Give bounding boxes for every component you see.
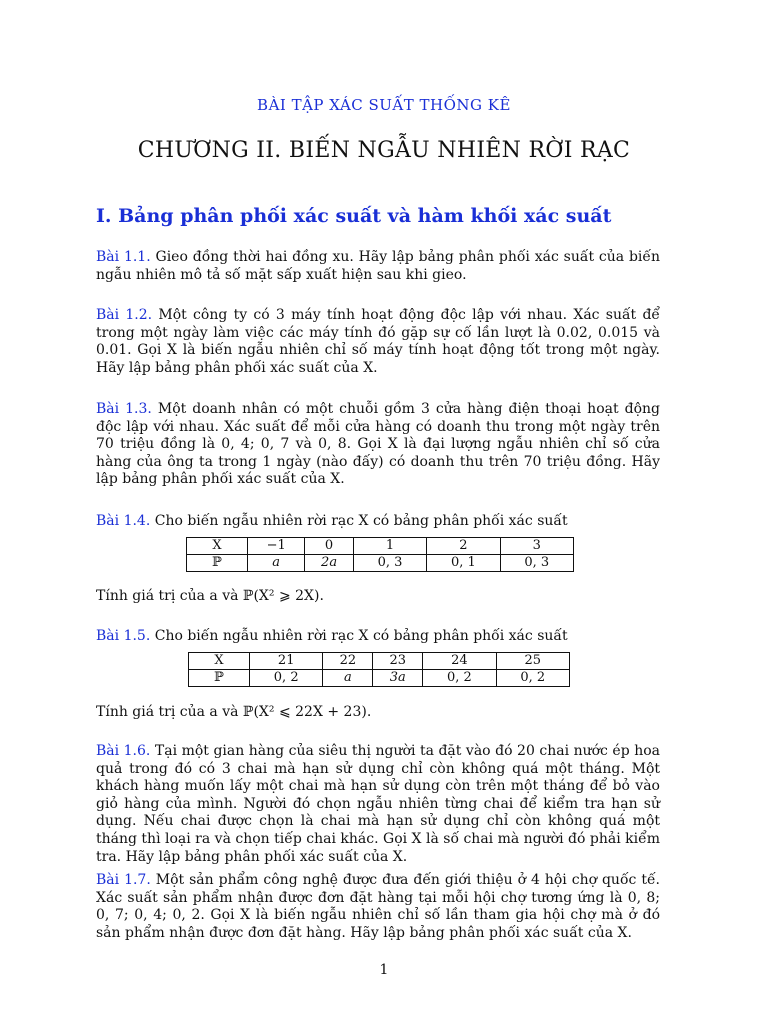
exercise-1-5-question: Tính giá trị của a và ℙ(X² ⩽ 22X + 23).	[96, 704, 372, 720]
table-row	[189, 670, 570, 687]
series-title: BÀI TẬP XÁC SUẤT THỐNG KÊ	[257, 96, 511, 114]
exercise-1-1	[96, 249, 660, 284]
exercise-text: Cho biến ngẫu nhiên rời rạc X có bảng phân phối xác suất	[154, 513, 568, 529]
exercise-text: Tại một gian hàng của siêu thị người ta đặt vào đó 20 chai nước ép hoa quả trong đó có 3 chai mà hạn sử dụng chỉ còn không quá một tháng. Một khách hàng muốn lấy một chai mà hạn sử dụng còn trên một tháng để bỏ vào giỏ hàng của mình. Người đó chọn ngẫu nhiên từng chai để kiểm tra hạn sử dụng. Nếu chai được chọn là chai mà hạn sử dụng chỉ còn không quá một tháng thì loại ra và chọn tiếp chai khác. Gọi X là số chai mà người đó phải kiểm tra. Hãy lập bảng phân phối xác suất của X.	[96, 743, 660, 865]
table-cell: 0, 1	[427, 555, 500, 572]
table-cell: 2	[427, 538, 500, 555]
table-cell: 0, 2	[496, 670, 569, 687]
table-row	[187, 555, 574, 572]
exercise-text: Một sản phẩm công nghệ được đưa đến giới thiệu ở 4 hội chợ quốc tế. Xác suất sản phẩm nhận được đơn đặt hàng tại mỗi hội chợ tương ứng là 0, 8; 0, 7; 0, 4; 0, 2. Gọi X là biến ngẫu nhiên chỉ số lần tham gia hội chợ mà ở đó sản phẩm nhận được đơn đặt hàng. Hãy lập bảng phân phối xác suất của X.	[96, 872, 661, 941]
exercise-1-3	[96, 401, 660, 489]
table-cell: 0, 3	[353, 555, 426, 572]
table-cell: X	[187, 538, 248, 555]
exercise-label: Bài 1.4.	[96, 513, 151, 529]
exercise-text: Một doanh nhân có một chuỗi gồm 3 cửa hàng điện thoại hoạt động độc lập với nhau. Xác suất để mỗi cửa hàng có doanh thu trong một ngày trên 70 triệu đồng là 0, 4; 0, 7 và 0, 8. Gọi X là đại lượng ngẫu nhiên chỉ số cửa hàng của ông ta trong 1 ngày (nào đấy) có doanh thu trên 70 triệu đồng. Hãy lập bảng phân phối xác suất của X.	[96, 401, 660, 488]
exercise-label: Bài 1.7.	[96, 872, 151, 888]
table-cell: 24	[423, 653, 496, 670]
table-row	[187, 538, 574, 555]
exercise-label: Bài 1.2.	[96, 307, 153, 323]
exercise-label: Bài 1.5.	[96, 628, 151, 644]
exercise-1-5	[96, 628, 660, 646]
table-cell: 1	[353, 538, 426, 555]
exercise-label: Bài 1.1.	[96, 249, 151, 265]
table-cell: ℙ	[189, 670, 250, 687]
table-cell: 0	[305, 538, 353, 555]
table-cell: 0, 2	[250, 670, 323, 687]
distribution-table-1	[186, 537, 574, 572]
table-cell: 22	[323, 653, 373, 670]
section-title: I. Bảng phân phối xác suất và hàm khối xác suất	[96, 205, 612, 227]
table-cell: 3	[500, 538, 573, 555]
table-cell: 3a	[373, 670, 423, 687]
table-cell: 21	[250, 653, 323, 670]
chapter-title: CHƯƠNG II. BIẾN NGẪU NHIÊN RỜI RẠC	[137, 138, 631, 163]
page-number: 1	[379, 962, 389, 978]
table-row	[189, 653, 570, 670]
table-cell: a	[323, 670, 373, 687]
table-cell: X	[189, 653, 250, 670]
exercise-label: Bài 1.6.	[96, 743, 151, 759]
table-cell: 2a	[305, 555, 353, 572]
table-cell: a	[248, 555, 305, 572]
exercise-1-4	[96, 513, 660, 531]
exercise-1-6	[96, 743, 660, 866]
exercise-1-7	[96, 872, 660, 942]
table-cell: 23	[373, 653, 423, 670]
table-cell: 0, 3	[500, 555, 573, 572]
table-cell: 0, 2	[423, 670, 496, 687]
table-cell: −1	[248, 538, 305, 555]
distribution-table-2	[188, 652, 570, 687]
exercise-text: Một công ty có 3 máy tính hoạt động độc lập với nhau. Xác suất để trong một ngày làm việc các máy tính đó gặp sự cố lần lượt là 0.02, 0.015 và 0.01. Gọi X là biến ngẫu nhiên chỉ số máy tính hoạt động tốt trong một ngày. Hãy lập bảng phân phối xác suất của X.	[96, 307, 661, 376]
exercise-text: Gieo đồng thời hai đồng xu. Hãy lập bảng phân phối xác suất của biến ngẫu nhiên mô tả số mặt sấp xuất hiện sau khi gieo.	[96, 249, 661, 283]
table-cell: ℙ	[187, 555, 248, 572]
exercise-1-2	[96, 307, 660, 377]
exercise-label: Bài 1.3.	[96, 401, 152, 417]
table-cell: 25	[496, 653, 569, 670]
exercise-text: Cho biến ngẫu nhiên rời rạc X có bảng phân phối xác suất	[154, 628, 568, 644]
exercise-1-4-question: Tính giá trị của a và ℙ(X² ⩾ 2X).	[96, 588, 324, 604]
